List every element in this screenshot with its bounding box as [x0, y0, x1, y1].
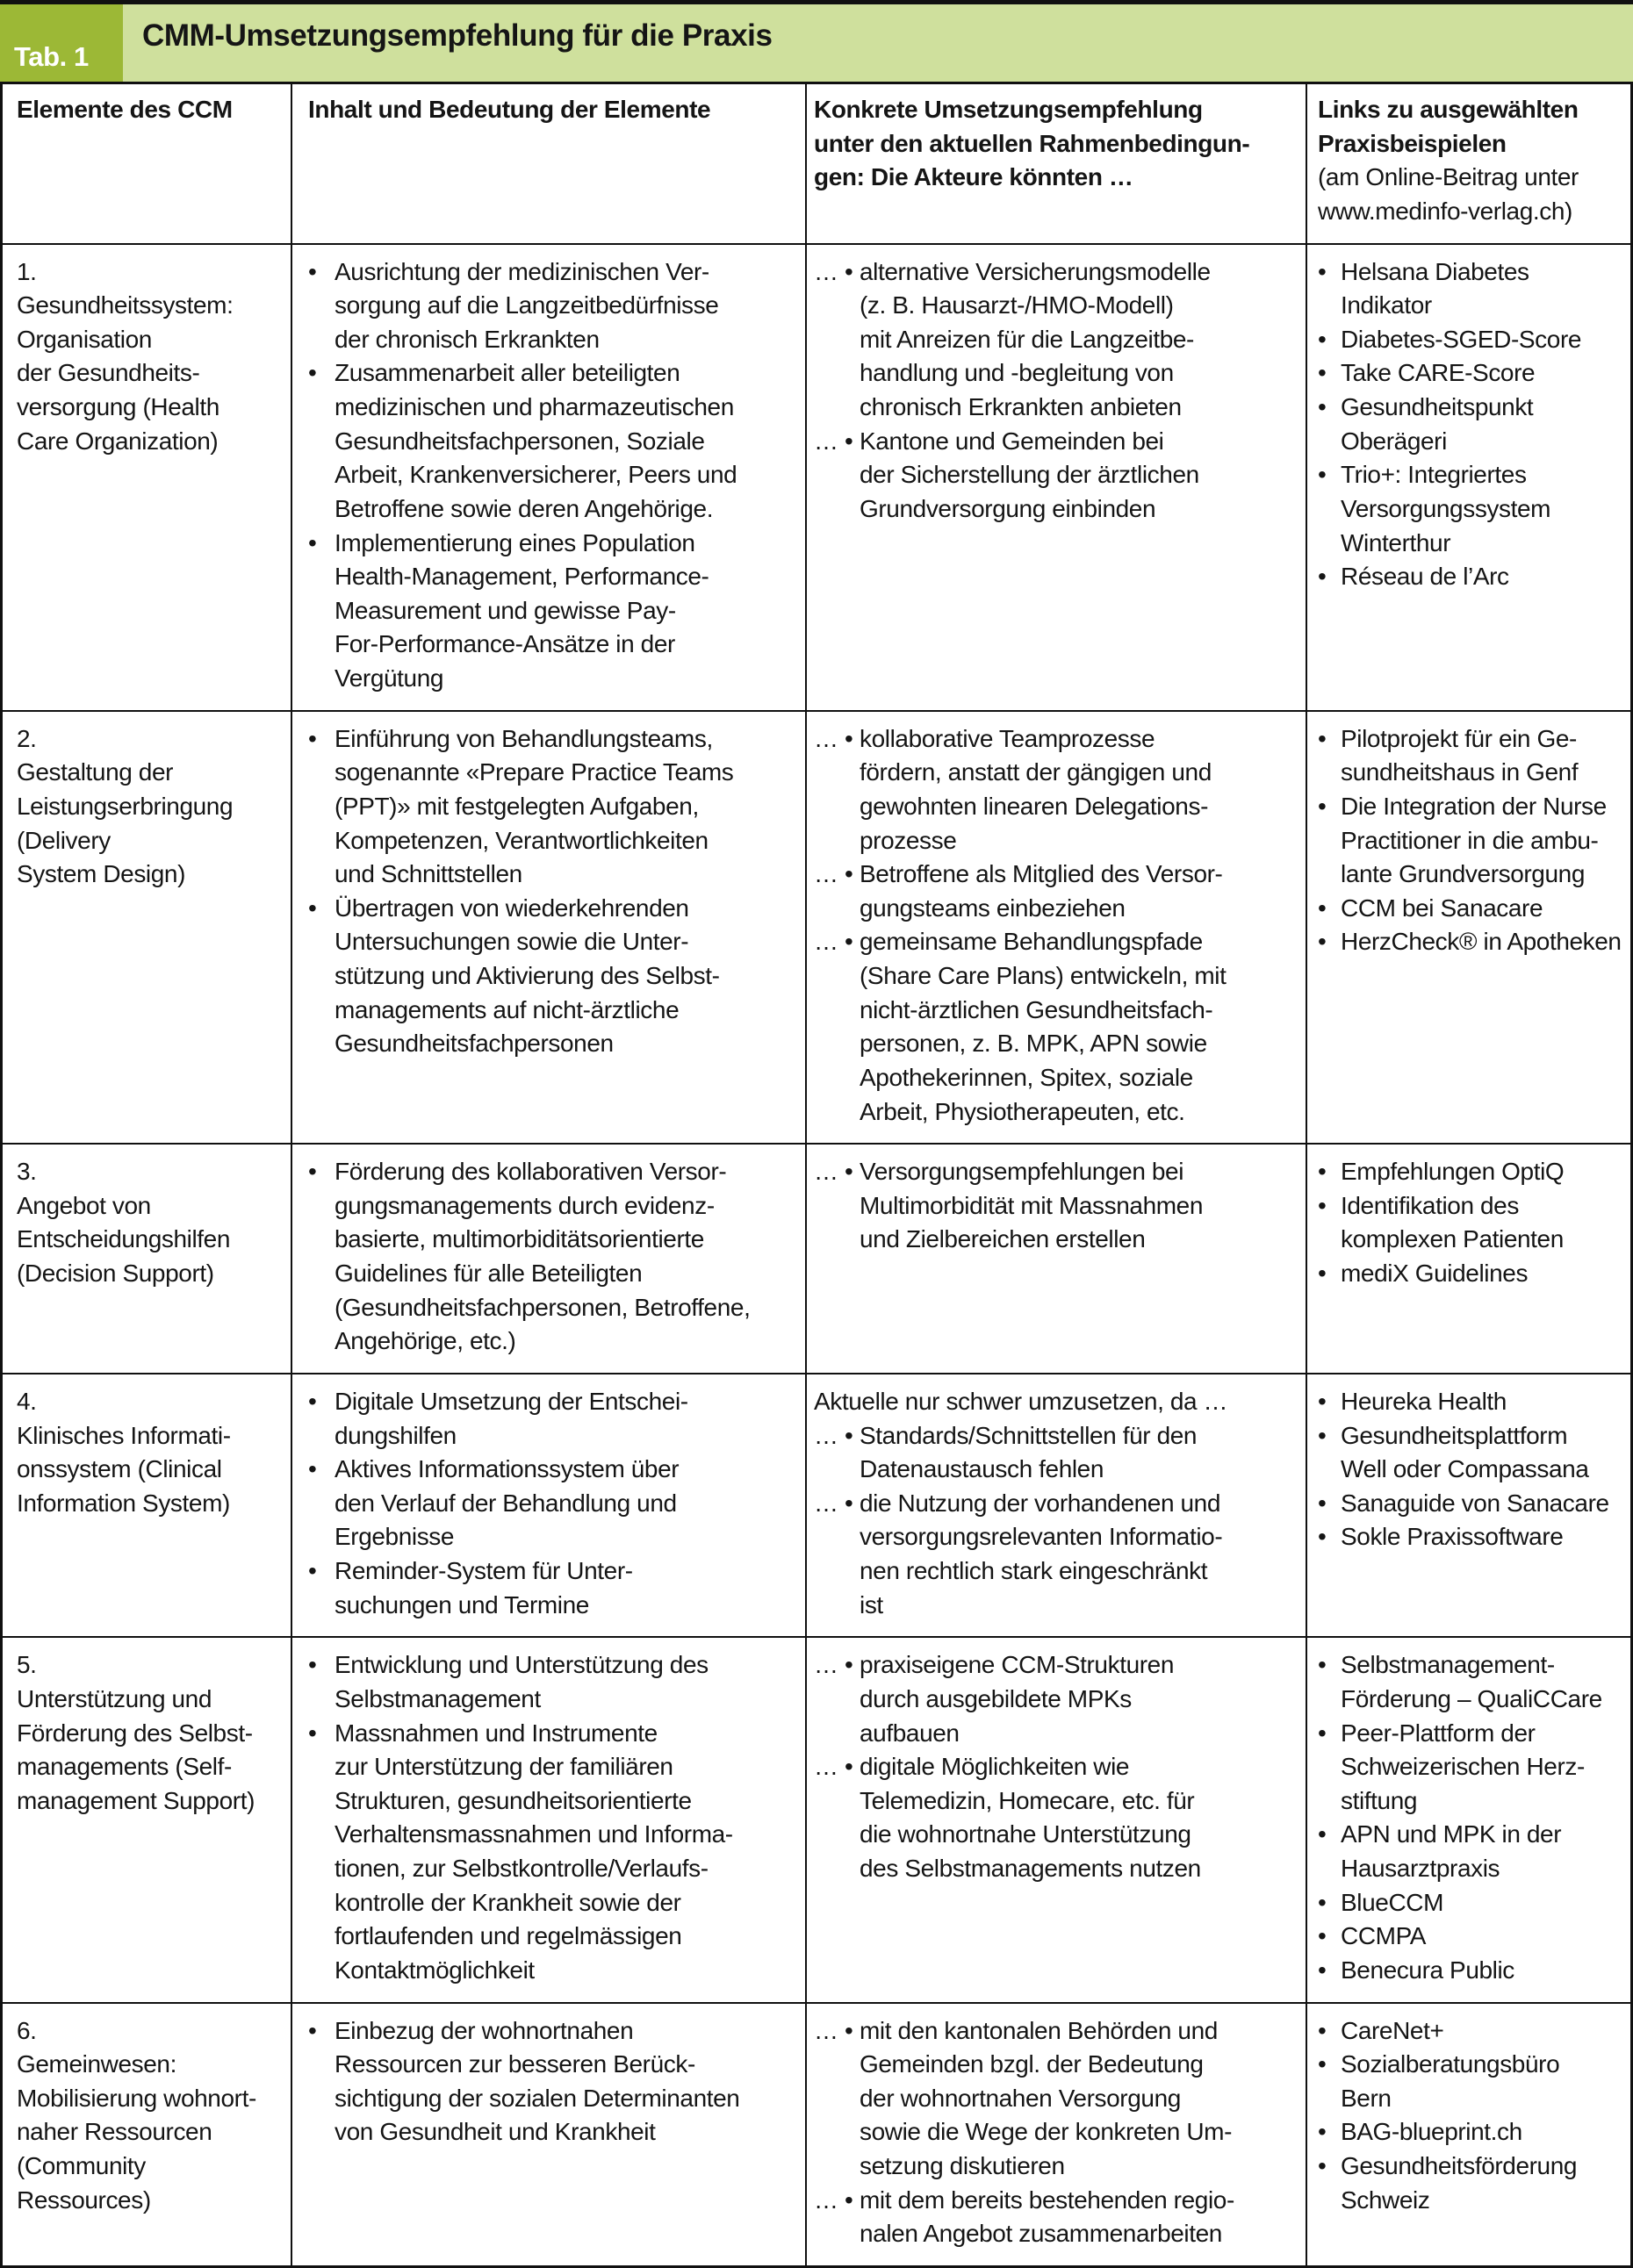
bullet-icon: • [308, 257, 317, 285]
list-item [1318, 1920, 1627, 1954]
bullet-icon: … • [814, 1651, 853, 1679]
column-header-umsetzung: Konkrete Umsetzungsempfehlung unter den aktuellen Rahmenbedingun- gen: Die Akteure könnten … [807, 84, 1307, 245]
bullet-icon: • [308, 1455, 317, 1483]
bullet-icon: • [1318, 393, 1327, 420]
list-item [814, 925, 1300, 1129]
item-text: CCM bei Sanacare [1341, 894, 1543, 922]
bullet-icon: • [1318, 2016, 1327, 2044]
item-text: mit dem bereits bestehenden regio- nalen Angebot zusammenarbeiten [860, 2185, 1234, 2248]
item-text: Sanaguide von Sanacare [1341, 1489, 1609, 1517]
tab-number-label: Tab. 1 [14, 41, 89, 72]
list-item [814, 722, 1300, 858]
item-text: Réseau de l’Arc [1341, 563, 1509, 591]
table-title [123, 4, 1633, 82]
bullet-icon: … • [814, 2016, 853, 2044]
bullet-icon: … • [814, 1158, 853, 1186]
list-item [814, 1648, 1300, 1750]
list-item [1318, 391, 1627, 458]
list-item [308, 255, 800, 357]
bullet-icon: … • [814, 928, 853, 956]
item-text: HerzCheck® in Apotheken [1341, 928, 1622, 956]
item-text: Sozialberatungsbüro Bern [1341, 2050, 1560, 2112]
ccm-element-cell: 1. Gesundheitssystem: Organisation der Gesundheits- versorgung (Health Care Organization) [3, 245, 292, 712]
list-item [1318, 1155, 1627, 1189]
item-text: BAG-blueprint.ch [1341, 2118, 1522, 2146]
list-item [1318, 2014, 1627, 2049]
links-cell [1307, 1374, 1630, 1638]
item-text: Übertragen von wiederkehrenden Untersuchungen sowie die Unter- stützung und Aktivierung des Selbst- managements auf nicht-ärztliche Gesundheitsfachpersonen [335, 894, 720, 1058]
links-cell [1307, 245, 1630, 712]
list-item [814, 425, 1300, 527]
bullet-icon: … • [814, 1489, 853, 1517]
ccm-element-cell: 5. Unterstützung und Förderung des Selbst- managements (Self- management Support) [3, 1638, 292, 2003]
bullet-icon: • [1318, 1387, 1327, 1415]
item-text: Helsana Diabetes Indikator [1341, 257, 1529, 319]
bullet-icon: • [308, 1158, 317, 1186]
ccm-table [0, 82, 1633, 2268]
links-cell [1307, 2004, 1630, 2265]
item-text: Versorgungsempfehlungen bei Multimorbidität mit Massnahmen und Zielbereichen erstellen [860, 1158, 1204, 1253]
recommendation-intro: Aktuelle nur schwer umzusetzen, da … [814, 1387, 1228, 1415]
item-text: Reminder-System für Unter- suchungen und Termine [335, 1557, 633, 1618]
item-text: Aktives Informationssystem über den Verlauf der Behandlung und Ergebnisse [335, 1455, 680, 1551]
item-text: CCMPA [1341, 1922, 1427, 1950]
list-item [1318, 1257, 1627, 1291]
links-cell [1307, 712, 1630, 1145]
bullet-icon: … • [814, 2185, 853, 2214]
list-item [308, 1155, 800, 1359]
item-text: Gesundheitspunkt Oberägeri [1341, 393, 1534, 455]
item-text: digitale Möglichkeiten wie Telemedizin, Homecare, etc. für die wohnortnahe Unterstützung des Selbstmanagements nutzen [860, 1753, 1201, 1882]
item-text: Ausrichtung der medizinischen Ver- sorgung auf die Langzeitbedürfnisse der chronisch Erkrankten [335, 257, 719, 353]
item-text: mediX Guidelines [1341, 1260, 1529, 1287]
bullet-icon: • [1318, 2118, 1327, 2146]
tab-number-badge [0, 4, 123, 82]
item-text: Peer-Plattform der Schweizerischen Herz- stiftung [1341, 1719, 1585, 1814]
bullet-icon: • [1318, 2152, 1327, 2179]
bullet-icon: • [1318, 1260, 1327, 1287]
bullet-icon: • [308, 1719, 317, 1747]
list-item [1318, 1520, 1627, 1554]
list-item [308, 1648, 800, 1716]
bullet-icon: • [1318, 1489, 1327, 1517]
bullet-icon: • [1318, 1956, 1327, 1984]
list-item [308, 2014, 800, 2150]
list-item [1318, 892, 1627, 926]
item-text: APN und MPK in der Hausarztpraxis [1341, 1820, 1562, 1882]
column-header-links [1307, 84, 1630, 245]
bullet-icon: • [1318, 1158, 1327, 1186]
item-text: alternative Versicherungsmodelle (z. B. Hausarzt-/HMO-Modell) mit Anreizen für die Langzeitbe- handlung und -begleitung von chronisch Erkrankten anbieten [860, 257, 1211, 420]
list-item [1318, 560, 1627, 594]
content-cell [292, 1638, 807, 2003]
list-item [1318, 790, 1627, 892]
list-item [814, 1419, 1300, 1487]
item-text: Digitale Umsetzung der Entschei- dungshilfen [335, 1387, 688, 1449]
bullet-icon: • [308, 894, 317, 922]
item-text: Identifikation des komplexen Patienten [1341, 1191, 1564, 1253]
item-text: praxiseigene CCM-Strukturen durch ausgebildete MPKs aufbauen [860, 1651, 1175, 1747]
list-item [1318, 1648, 1627, 1716]
bullet-icon: • [308, 528, 317, 556]
list-item [1318, 458, 1627, 560]
bullet-icon: • [1318, 257, 1327, 285]
bullet-icon: • [1318, 563, 1327, 591]
item-text: Standards/Schnittstellen für den Datenaustausch fehlen [860, 1421, 1198, 1483]
table-title-text: CMM-Umsetzungsempfehlung für die Praxis [142, 18, 773, 53]
content-cell [292, 1145, 807, 1374]
recommendation-cell [807, 245, 1307, 712]
item-text: Trio+: Integriertes Versorgungssystem Winterthur [1341, 461, 1551, 556]
list-item [308, 527, 800, 696]
item-text: Gesundheitsplattform Well oder Compassana [1341, 1421, 1589, 1483]
bullet-icon: • [1318, 928, 1327, 956]
item-text: Selbstmanagement- Förderung – QualiCCare [1341, 1651, 1602, 1712]
bullet-icon: … • [814, 257, 853, 285]
list-item [814, 255, 1300, 425]
bullet-icon: • [1318, 2050, 1327, 2078]
list-item [308, 1453, 800, 1554]
bullet-icon: … • [814, 427, 853, 455]
list-item [1318, 2150, 1627, 2217]
list-item [1318, 925, 1627, 959]
recommendation-cell [807, 1374, 1307, 1638]
list-item [308, 1717, 800, 1988]
list-item [814, 858, 1300, 925]
content-cell [292, 1374, 807, 1638]
links-cell [1307, 1145, 1630, 1374]
list-item [1318, 1189, 1627, 1257]
bullet-icon: • [1318, 724, 1327, 752]
item-text: die Nutzung der vorhandenen und versorgungsrelevanten Informatio- nen rechtlich stark eingeschränkt ist [860, 1489, 1223, 1618]
bullet-icon: • [308, 1387, 317, 1415]
item-text: Heureka Health [1341, 1387, 1507, 1415]
item-text: Betroffene als Mitglied des Versor- gungsteams einbeziehen [860, 860, 1223, 922]
bullet-icon: … • [814, 724, 853, 752]
list-item [1318, 1818, 1627, 1885]
list-item [814, 2014, 1300, 2184]
bullet-icon: • [1318, 894, 1327, 922]
list-item [814, 1155, 1300, 1257]
item-text: Kantone und Gemeinden bei der Sicherstellung der ärztlichen Grundversorgung einbinden [860, 427, 1199, 522]
bullet-icon: • [1318, 1523, 1327, 1551]
recommendation-cell [807, 1145, 1307, 1374]
item-text: Einführung von Behandlungsteams, sogenannte «Prepare Practice Teams (PPT)» mit festgelegten Aufgaben, Kompetenzen, Verantwortlichkeiten und Schnittstellen [335, 724, 734, 888]
item-text: Entwicklung und Unterstützung des Selbstmanagement [335, 1651, 709, 1712]
bullet-icon: • [1318, 792, 1327, 820]
content-cell [292, 2004, 807, 2265]
item-text: Die Integration der Nurse Practitioner in die ambu- lante Grundversorgung [1341, 792, 1607, 888]
list-item [308, 892, 800, 1061]
column-header-links-note: (am Online-Beitrag unter www.medinfo-verlag.ch) [1318, 163, 1579, 225]
list-item [1318, 1954, 1627, 1988]
list-item [814, 2184, 1300, 2251]
list-item [1318, 356, 1627, 391]
item-text: Förderung des kollaborativen Versor- gungsmanagements durch evidenz- basierte, multimorbiditätsorientierte Guidelines für alle Beteiligten (Gesundheitsfachpersonen, Betroffene, Angehörige, etc.) [335, 1158, 751, 1355]
item-text: Gesundheitsförderung Schweiz [1341, 2152, 1578, 2214]
item-text: gemeinsame Behandlungspfade (Share Care Plans) entwickeln, mit nicht-ärztlichen Gesundheitsfach- personen, z. B. MPK, APN sowie Apothekerinnen, Spitex, soziale Arbeit, Physiotherapeuten, etc. [860, 928, 1227, 1125]
recommendation-cell [807, 1638, 1307, 2003]
list-item [1318, 323, 1627, 357]
ccm-element-cell: 2. Gestaltung der Leistungserbringung (Delivery System Design) [3, 712, 292, 1145]
column-header-inhalt: Inhalt und Bedeutung der Elemente [292, 84, 807, 245]
list-item [308, 722, 800, 892]
content-cell [292, 712, 807, 1145]
item-text: Sokle Praxissoftware [1341, 1523, 1564, 1551]
column-header-links-bold: Links zu ausgewählten Praxisbeispielen [1318, 96, 1579, 157]
list-item [1318, 1886, 1627, 1920]
bullet-icon: • [308, 359, 317, 387]
ccm-element-cell: 4. Klinisches Informati- onssystem (Clinical Information System) [3, 1374, 292, 1638]
item-text: Zusammenarbeit aller beteiligten medizinischen und pharmazeutischen Gesundheitsfachpersonen, Soziale Arbeit, Krankenversicherer, Peers und Betroffene sowie deren Angehörige. [335, 359, 737, 522]
bullet-icon: … • [814, 1421, 853, 1449]
list-item [814, 1487, 1300, 1623]
bullet-icon: • [1318, 1651, 1327, 1679]
column-header-elemente: Elemente des CCM [3, 84, 292, 245]
content-cell [292, 245, 807, 712]
bullet-icon: • [308, 1651, 317, 1679]
item-text: mit den kantonalen Behörden und Gemeinden bzgl. der Bedeutung der wohnortnahen Versorgung sowie die Wege der konkreten Um- setzung diskutieren [860, 2016, 1232, 2179]
bullet-icon: • [1318, 1888, 1327, 1916]
bullet-icon: • [1318, 325, 1327, 353]
table-title-bar [0, 0, 1633, 82]
list-item [308, 1385, 800, 1453]
item-text: Implementierung eines Population Health-Management, Performance- Measurement und gewisse Pay- For-Performance-Ansätze in der Vergütung [335, 528, 709, 692]
bullet-icon: … • [814, 860, 853, 888]
bullet-icon: • [1318, 1719, 1327, 1747]
list-item [308, 1554, 800, 1622]
list-item [1318, 2048, 1627, 2115]
list-item [1318, 1419, 1627, 1487]
item-text: Take CARE-Score [1341, 359, 1536, 387]
list-item [1318, 1717, 1627, 1819]
item-text: CareNet+ [1341, 2016, 1444, 2044]
item-text: Empfehlungen OptiQ [1341, 1158, 1565, 1186]
list-item [1318, 1487, 1627, 1521]
list-item [1318, 255, 1627, 323]
bullet-icon: • [1318, 461, 1327, 489]
bullet-icon: • [308, 1557, 317, 1584]
bullet-icon: • [308, 724, 317, 752]
item-text: kollaborative Teamprozesse fördern, anstatt der gängigen und gewohnten linearen Delegations- prozesse [860, 724, 1212, 854]
bullet-icon: • [1318, 1421, 1327, 1449]
item-text: Diabetes-SGED-Score [1341, 325, 1582, 353]
recommendation-cell [807, 2004, 1307, 2265]
bullet-icon: • [1318, 1820, 1327, 1848]
list-item [1318, 722, 1627, 790]
list-item [1318, 1385, 1627, 1419]
bullet-icon: … • [814, 1753, 853, 1781]
item-text: BlueCCM [1341, 1888, 1444, 1916]
item-text: Pilotprojekt für ein Ge- sundheitshaus in Genf [1341, 724, 1579, 786]
item-text: Benecura Public [1341, 1956, 1514, 1984]
item-text: Massnahmen und Instrumente zur Unterstützung der familiären Strukturen, gesundheitsorientierte Verhaltensmassnahmen und Informa- tionen, zur Selbstkontrolle/Verlaufs- kontrolle der Krankheit sowie der fortlaufenden und regelmässigen Kontaktmöglichkeit [335, 1719, 733, 1984]
bullet-icon: • [1318, 359, 1327, 387]
bullet-icon: • [1318, 1922, 1327, 1950]
list-item [1318, 2115, 1627, 2150]
recommendation-cell [807, 712, 1307, 1145]
bullet-icon: • [1318, 1191, 1327, 1219]
bullet-icon: • [308, 2016, 317, 2044]
list-item [308, 356, 800, 526]
ccm-element-cell: 3. Angebot von Entscheidungshilfen (Decision Support) [3, 1145, 292, 1374]
item-text: Einbezug der wohnortnahen Ressourcen zur besseren Berück- sichtigung der sozialen Determinanten von Gesundheit und Krankheit [335, 2016, 740, 2146]
list-item [814, 1750, 1300, 1886]
ccm-element-cell: 6. Gemeinwesen: Mobilisierung wohnort- naher Ressourcen (Community Ressources) [3, 2004, 292, 2265]
links-cell [1307, 1638, 1630, 2003]
